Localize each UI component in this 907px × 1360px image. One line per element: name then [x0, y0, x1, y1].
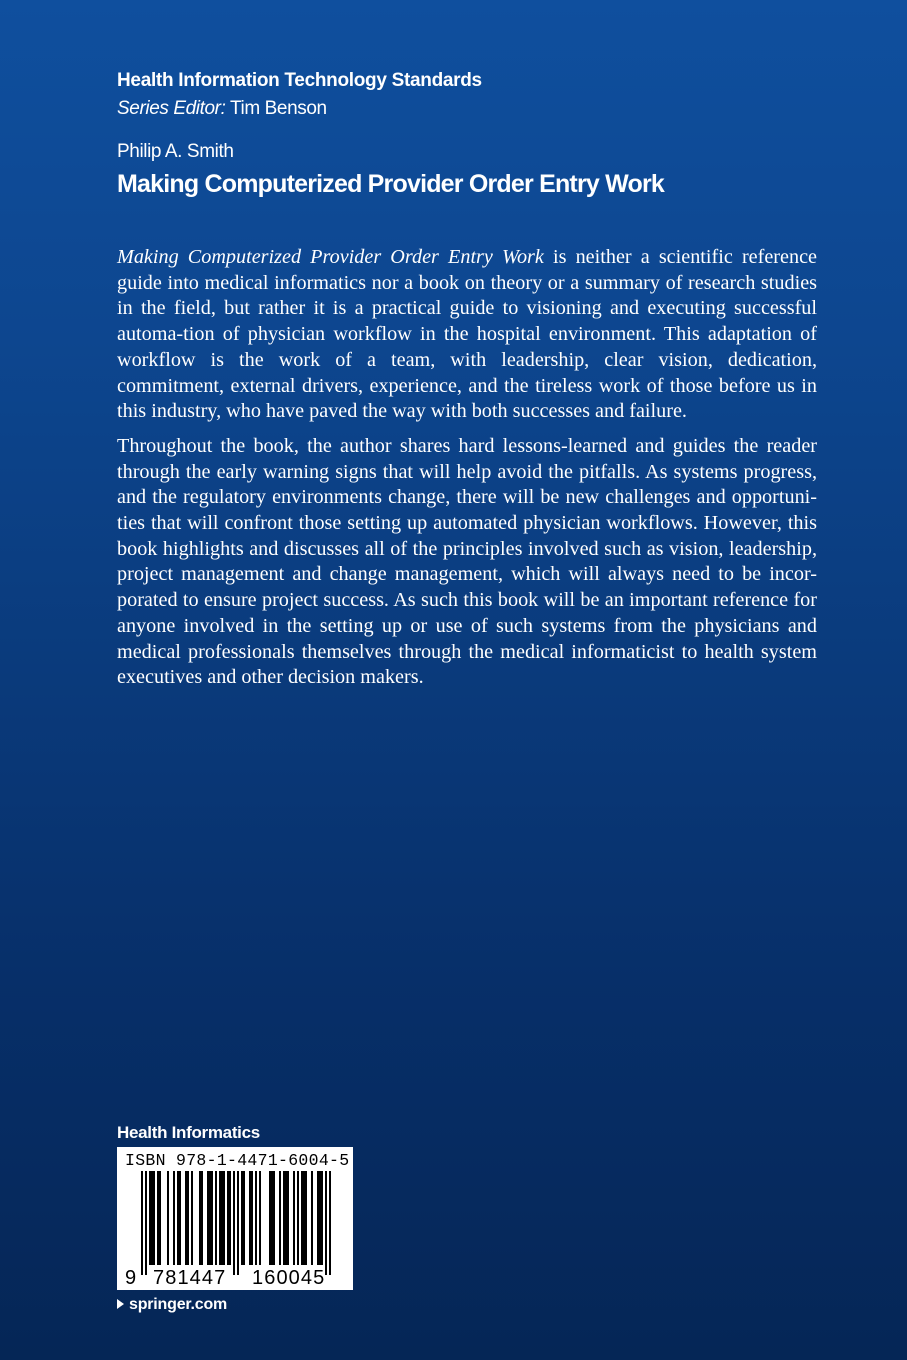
- barcode-guard-bar: [329, 1171, 331, 1275]
- subject-category: Health Informatics: [117, 1123, 260, 1142]
- barcode-bar: [241, 1171, 245, 1265]
- blurb-line: and the regulatory environments change, there will be new challenges and opportuni-: [117, 486, 817, 509]
- blurb-line: medical professionals themselves through the medical informaticist to health system: [117, 640, 817, 663]
- blurb-line: drivers, experience, and the tireless work of those before us in this industry, who have: [117, 374, 817, 423]
- blurb-line: paved the way with both successes and failure.: [309, 400, 687, 423]
- barcode-bar: [185, 1171, 189, 1265]
- barcode-bar: [215, 1171, 217, 1265]
- blurb-line: porated to ensure project success. As such this book will be an important reference: [117, 589, 789, 612]
- ean-right-digits: 160045: [252, 1267, 326, 1289]
- barcode-bar: [255, 1171, 257, 1265]
- publisher-link[interactable]: [117, 1294, 227, 1316]
- barcode-guard-bar: [233, 1171, 235, 1275]
- blurb-line: ties that will confront those setting up automated physician workflows. However, this: [117, 512, 817, 535]
- barcode-bar: [207, 1171, 213, 1265]
- isbn-barcode: [117, 1147, 353, 1290]
- barcode-bar: [297, 1171, 299, 1265]
- series-editor-label: Series Editor:: [117, 98, 226, 119]
- isbn-label: ISBN 978-1-4471-6004-5: [125, 1151, 350, 1170]
- blurb-line: Throughout the book, the author shares hard lessons-learned and guides the reader: [117, 434, 817, 457]
- blurb-line: executives and other decision makers.: [117, 666, 424, 689]
- blurb-italic-title: Making Computerized Provider Order Entry Work: [117, 246, 544, 268]
- arrow-right-icon: [117, 1299, 124, 1309]
- ean-left-digits: 781447: [153, 1267, 227, 1289]
- barcode-bar: [317, 1171, 323, 1265]
- series-editor: [117, 96, 817, 122]
- barcode-bar: [311, 1171, 313, 1265]
- barcode-bar: [167, 1171, 169, 1265]
- barcode-bar: [177, 1171, 181, 1265]
- barcode-bar: [149, 1171, 155, 1265]
- blurb-line: tion of physician workflow in the hospital environment. This adaptation of workflow: [117, 323, 817, 371]
- series-title: Health Information Technology Standards: [117, 70, 482, 91]
- blurb-line: into medical informatics nor a book on theory or a summary of research studies in the: [117, 271, 818, 320]
- blurb: [117, 245, 817, 700]
- blurb-line: project management and change management, which will always need to be incor-: [117, 563, 817, 586]
- blurb-line: is neither a scientific reference guide: [117, 246, 817, 294]
- barcode-bar: [249, 1171, 253, 1265]
- barcode-guard-bar: [145, 1171, 147, 1275]
- barcode-bar: [173, 1171, 175, 1265]
- ean-first-digit: 9: [125, 1267, 137, 1289]
- blurb-line: through the early warning signs that will help avoid the pitfalls. As systems progress,: [117, 460, 817, 483]
- series-editor-name: Tim Benson: [230, 98, 327, 119]
- book-title: Making Computerized Provider Order Entry Work: [117, 170, 664, 198]
- barcode-bar: [199, 1171, 203, 1265]
- barcode-guard-bar: [141, 1171, 143, 1275]
- blurb-line: field, but rather it is a practical guide to visioning and executing successful automa-: [117, 297, 818, 346]
- barcode-bar: [279, 1171, 281, 1265]
- barcode-bar: [157, 1171, 161, 1265]
- barcode-bar: [293, 1171, 295, 1265]
- barcode-bar: [191, 1171, 193, 1265]
- blurb-paragraph-1: [117, 245, 817, 425]
- blurb-line: is the work of a team, with leadership, clear vision, dedication, commitment, external: [117, 348, 818, 397]
- barcode-bar: [259, 1171, 261, 1265]
- barcode-bar: [283, 1171, 289, 1265]
- barcode-bar: [301, 1171, 307, 1265]
- blurb-line: book highlights and discusses all of the principles involved such as vision, leadership,: [117, 537, 817, 560]
- barcode-guard-bar: [237, 1171, 239, 1275]
- series-block: [117, 68, 817, 122]
- publisher-link-text[interactable]: springer.com: [129, 1296, 228, 1313]
- blurb-paragraph-2: [117, 434, 817, 691]
- barcode-bar: [227, 1171, 231, 1265]
- ean-digits: [117, 1267, 353, 1289]
- barcode-bar: [219, 1171, 225, 1265]
- blurb-line: for anyone involved in the setting up or use of such systems from the physicians and: [117, 589, 817, 637]
- author-name: Philip A. Smith: [117, 141, 234, 162]
- barcode-bar: [269, 1171, 275, 1265]
- barcode-guard-bar: [325, 1171, 327, 1275]
